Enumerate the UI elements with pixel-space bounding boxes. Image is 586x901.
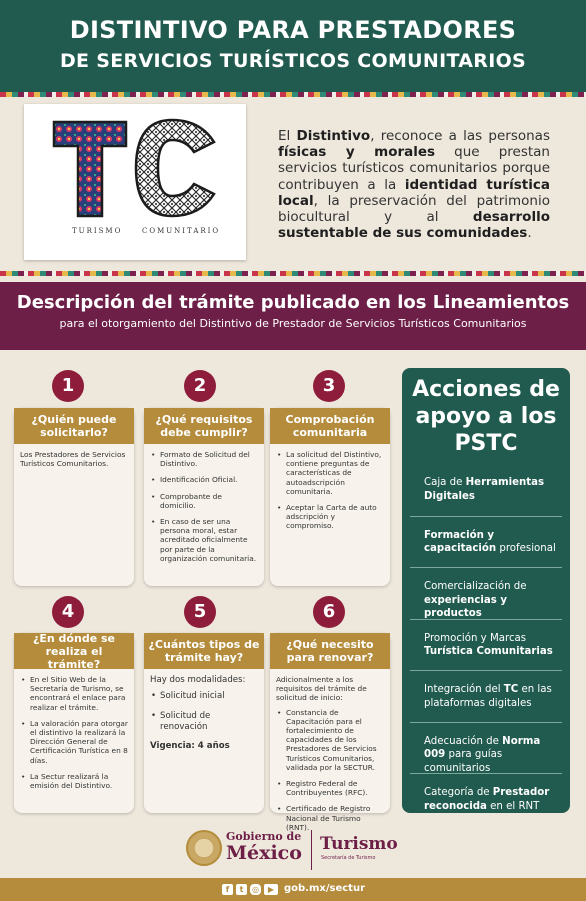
list-item: • La Sectur realizará la emisión del Distintivo. — [20, 772, 128, 790]
list-item: • Certificado de Registro Nacional de Turismo (RNT). — [276, 804, 384, 832]
embroidery-strip — [0, 271, 586, 276]
header-banner — [0, 0, 586, 92]
step-number-5: 5 — [184, 596, 216, 628]
list-item: • Formato de Solicitud del Distintivo. — [150, 450, 258, 468]
step-number-1: 1 — [52, 370, 84, 402]
list-item: • Comprobante de domicilio. — [150, 492, 258, 510]
step-card-4 — [14, 633, 134, 813]
support-action-item: Adecuación de Norma 009 para guías comunitarios — [410, 722, 562, 774]
youtube-icon[interactable]: ▶ — [264, 884, 278, 895]
logo-divider — [311, 830, 312, 870]
step-card-1 — [14, 408, 134, 586]
step-card-2 — [144, 408, 264, 586]
step-number-4: 4 — [52, 596, 84, 628]
band-subtitle: para el otorgamiento del Distintivo de Prestador de Servicios Turísticos Comunitarios — [59, 317, 527, 330]
facebook-icon[interactable]: f — [222, 884, 233, 895]
list-item: • Constancia de Capacitación para el fortalecimiento de capacidades de los Prestadores de Servicios Turísticos Comunitarios, validada por la SECTUR. — [276, 708, 384, 772]
step-heading: Comprobación comunitaria — [270, 408, 390, 444]
support-actions-panel — [402, 368, 570, 813]
step-card-3 — [270, 408, 390, 586]
logo-caption-left: TURISMO — [72, 227, 123, 235]
band-title: Descripción del trámite publicado en los Lineamientos — [16, 292, 570, 313]
list-item: • En caso de ser una persona moral, estar acreditado oficialmente por parte de la organización comunitaria. — [150, 517, 258, 563]
twitter-icon[interactable]: t — [236, 884, 247, 895]
step-intro: Hay dos modalidades: — [150, 675, 246, 685]
list-item: • Identificación Oficial. — [150, 475, 258, 484]
support-action-item: Formación y capacitación profesional — [410, 516, 562, 568]
list-item: • Solicitud inicial — [150, 691, 258, 702]
step-text: Los Prestadores de Servicios Turísticos Comunitarios. — [20, 450, 126, 469]
tc-logo-icon — [24, 104, 246, 260]
description-band — [0, 282, 586, 350]
embroidery-strip — [0, 92, 586, 97]
gobierno-line1: Gobierno de — [226, 830, 302, 843]
instagram-icon[interactable]: ◎ — [250, 884, 261, 895]
website-link[interactable]: gob.mx/sectur — [284, 883, 366, 894]
step-heading: ¿Qué necesito para renovar? — [270, 633, 390, 669]
step-heading: ¿En dónde se realiza el trámite? — [14, 633, 134, 669]
step-number-6: 6 — [313, 596, 345, 628]
list-item: • Aceptar la Carta de auto adscripción y compromiso. — [276, 503, 384, 531]
step-heading: ¿Quién puede solicitarlo? — [14, 408, 134, 444]
footer-bar — [0, 878, 586, 901]
vigencia-text: Vigencia: 4 años — [150, 741, 230, 751]
logo-caption-right: COMUNITARIO — [142, 227, 221, 235]
support-action-item: Integración del TC en las plataformas digitales — [410, 670, 562, 722]
intro-paragraph: El Distintivo, reconoce a las personas físicas y morales que prestan servicios turísticos comunitarios porque contribuyen a la identidad turística local, la preservación del patrimonio biocultural y al desarrollo sustentable de sus comunidades. — [278, 128, 551, 242]
list-item: • Registro Federal de Contribuyentes (RFC). — [276, 779, 384, 797]
header-title-line2: DE SERVICIOS TURÍSTICOS COMUNITARIOS — [59, 50, 527, 72]
list-item: • En el Sitio Web de la Secretaría de Turismo, se encontrará el enlace para realizar el trámite. — [20, 675, 128, 712]
footer-logos — [0, 820, 586, 880]
tc-logo-card — [24, 104, 246, 260]
list-item: • La valoración para otorgar el distintivo la realizará la Dirección General de Certificación Turística en 8 días. — [20, 719, 128, 765]
support-actions-list — [410, 464, 562, 825]
support-actions-title: Acciones de apoyo a los PSTC — [412, 377, 560, 456]
gobierno-line2: México — [226, 842, 302, 864]
support-action-item: Promoción y Marcas Turística Comunitarias — [410, 619, 562, 671]
turismo-logo-text: Turismo — [320, 834, 398, 854]
step-intro: Adicionalmente a los requisitos del trámite de solicitud de inicio: — [276, 675, 367, 703]
step-card-5 — [144, 633, 264, 813]
header-title-line1: DISTINTIVO PARA PRESTADORES — [69, 16, 517, 44]
turismo-subtitle: Secretaría de Turismo — [321, 855, 376, 861]
support-action-item: Categoría de Prestador reconocida en el RNT — [410, 773, 562, 825]
list-item: • La solicitud del Distintivo, contiene preguntas de características de autoadscripción comunitaria. — [276, 450, 384, 496]
step-card-6 — [270, 633, 390, 832]
support-action-item: Caja de Herramientas Digitales — [424, 477, 545, 502]
support-action-item: Comercialización de experiencias y productos — [410, 567, 562, 619]
national-seal-icon — [186, 830, 222, 866]
step-heading: ¿Cuántos tipos de trámite hay? — [144, 633, 264, 669]
list-item: • Solicitud de renovación — [150, 711, 258, 733]
step-heading: ¿Qué requisitos debe cumplir? — [144, 408, 264, 444]
step-number-3: 3 — [313, 370, 345, 402]
step-number-2: 2 — [184, 370, 216, 402]
